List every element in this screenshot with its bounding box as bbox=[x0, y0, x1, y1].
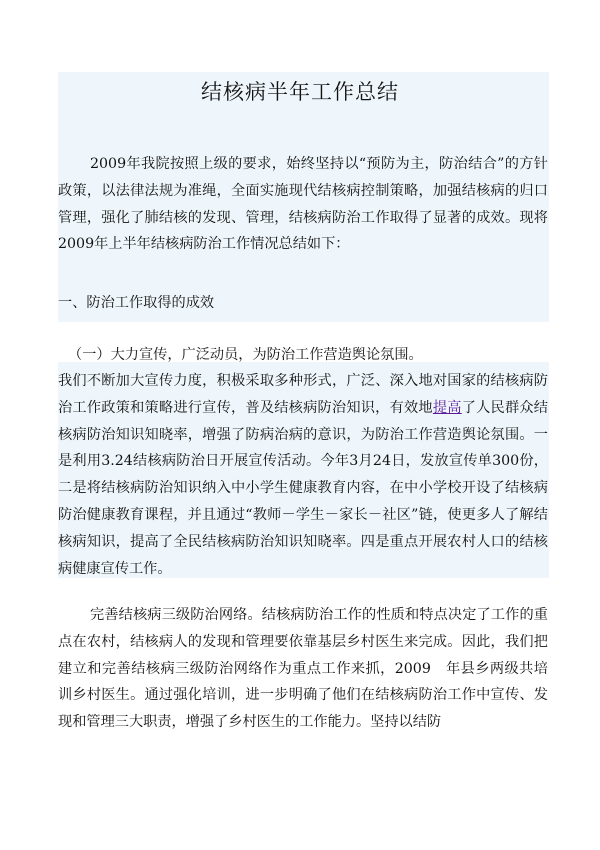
subsection-heading: （一）大力宣传，广泛动员，为防治工作营造舆论氛围。 bbox=[68, 347, 423, 363]
intro-paragraph: 2009年我院按照上级的要求，始终坚持以“预防为主，防治结合”的方针政策，以法律法规为准绳，全面实施现代结核病控制策略，加强结核病的归口管理，强化了肺结核的发现、管理，结核病防治工作取得了显著的成效。现将2009年上半年结核病防治工作情况总结如下： bbox=[58, 156, 548, 253]
publicity-paragraph bbox=[58, 368, 548, 582]
publicity-text-start: 我们不断加大宣传力度，积极采取多种形式，广泛、深入地对国家的结核病防治工作政策和策略进行宣传，普及结核病防治知识，有效地 bbox=[58, 373, 548, 416]
publicity-text-end: 了人民群众结核病防治知识知晓率，增强了防病治病的意识，为防治工作营造舆论氛围。一是利用3.24结核病防治日开展宣传活动。今年3月24日，发放宣传单300份，二是将结核病防治知识纳入中小学生健康教育内容，在中小学校开设了结核病防治健康教育课程，并且通过“教师－学生－家长－社区”链，使更多人了解结核病知识，提高了全民结核病防治知识知晓率。四是重点开展农村人口的结核病健康宣传工作。 bbox=[58, 399, 548, 577]
hyperlink-text[interactable]: 提高 bbox=[432, 399, 462, 416]
network-paragraph: 完善结核病三级防治网络。结核病防治工作的性质和特点决定了工作的重点在农村，结核病人的发现和管理要依靠基层乡村医生来完成。因此，我们把建立和完善结核病三级防治网络作为重点工作来抓，2009 年县乡两级共培训乡村医生。通过强化培训，进一步明确了他们在结核病防治工作中宣传、发现和管理三大职责，增强了乡村医生的工作能力。坚持以结防 bbox=[58, 607, 548, 731]
section-heading: 一、防治工作取得的成效 bbox=[58, 295, 215, 311]
document-title: 结核病半年工作总结 bbox=[201, 80, 399, 104]
